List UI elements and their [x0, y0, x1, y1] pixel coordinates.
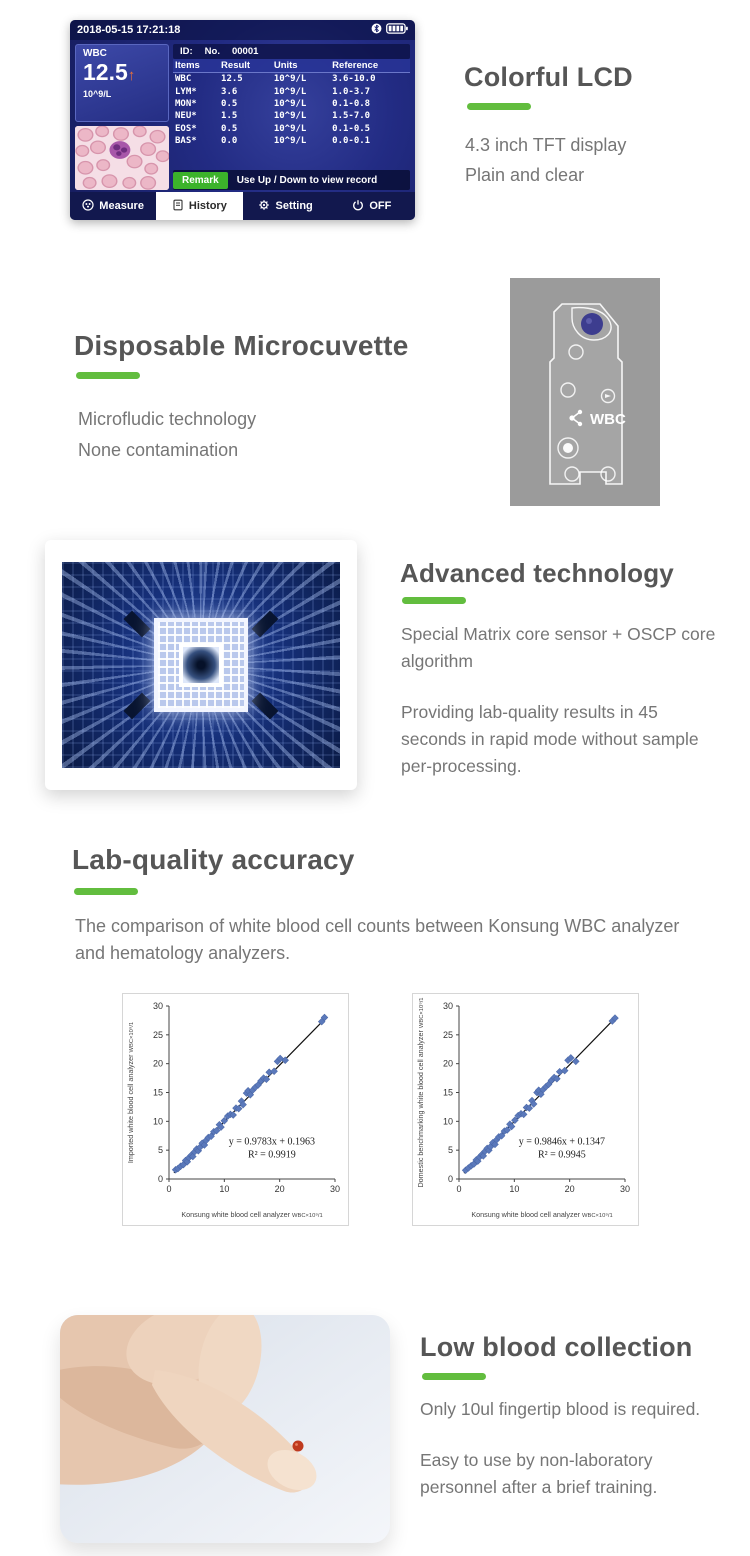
circuit-board-image — [62, 562, 340, 768]
colorful-lcd-line2: Plain and clear — [465, 165, 585, 185]
microcuvette-line2: None contamination — [78, 440, 239, 460]
fit-equation: y = 0.9846x + 0.1347 — [518, 1136, 606, 1148]
accent-bar — [467, 103, 531, 110]
remark-row — [173, 170, 410, 190]
measure-icon — [82, 199, 94, 214]
section-title-microcuvette: Disposable Microcuvette — [74, 330, 409, 361]
blood-sample-dot — [581, 313, 603, 335]
chip-die — [179, 643, 223, 687]
record-id-value: 00001 — [231, 46, 259, 57]
svg-text:10: 10 — [509, 1184, 520, 1194]
microcuvette-line1: Microfludic technology — [78, 409, 257, 429]
lcd-datetime: 2018-05-15 17:21:18 — [77, 24, 181, 36]
blood-drop — [293, 1441, 304, 1452]
cuvette-label: WBC — [590, 411, 626, 428]
r-squared: R² = 0.9945 — [538, 1149, 586, 1161]
table-row: LYM* 3.6 10^9/L 1.0-3.7 — [175, 86, 371, 97]
section-title-advanced: Advanced technology — [400, 558, 674, 588]
nav-item-setting: Setting — [243, 192, 329, 220]
accent-bar — [76, 372, 140, 379]
table-row: MON* 0.5 10^9/L 0.1-0.8 — [175, 98, 371, 109]
scatter-chart-domestic — [412, 993, 639, 1226]
wbc-value: 12.5↑ — [83, 59, 136, 85]
svg-text:30: 30 — [619, 1184, 631, 1194]
scatter-svg — [413, 994, 638, 1225]
wbc-label: WBC — [83, 48, 107, 59]
results-table — [173, 59, 410, 147]
svg-text:20: 20 — [274, 1184, 285, 1194]
accuracy-para: The comparison of white blood cell counts between Konsung WBC analyzer and hematology analyzers. — [75, 916, 680, 963]
low-blood-para1: Only 10ul fingertip blood is required. — [420, 1399, 701, 1419]
white-blood-cell — [109, 141, 130, 159]
svg-text:5: 5 — [447, 1145, 453, 1156]
table-row: WBC 12.5 10^9/L 3.6-10.0 — [175, 74, 376, 85]
x-axis-label: Konsung white blood cell analyzer WBC×10⁹/1 — [181, 1210, 323, 1219]
advanced-para1: Special Matrix core sensor + OSCP core algorithm — [401, 624, 716, 671]
svg-text:15: 15 — [442, 1087, 453, 1098]
svg-text:0: 0 — [157, 1174, 163, 1184]
y-axis-label: Imported white blood cell analyzer WBC×10⁹/1 — [126, 1021, 135, 1164]
svg-text:0: 0 — [456, 1184, 462, 1194]
svg-text:25: 25 — [152, 1029, 163, 1040]
svg-text:30: 30 — [329, 1184, 341, 1194]
accent-bar — [422, 1373, 486, 1380]
fit-equation: y = 0.9783x + 0.1963 — [228, 1136, 316, 1148]
high-arrow-icon: ↑ — [127, 67, 136, 84]
svg-text:30: 30 — [442, 1001, 453, 1011]
svg-text:10: 10 — [219, 1184, 230, 1194]
svg-text:25: 25 — [442, 1029, 453, 1040]
section-title-colorful-lcd: Colorful LCD — [464, 62, 633, 92]
bluetooth-icon — [371, 23, 382, 37]
accent-bar — [74, 888, 138, 895]
svg-text:20: 20 — [152, 1058, 163, 1069]
nav-item-measure: Measure — [70, 192, 156, 220]
battery-icon — [386, 23, 408, 37]
svg-text:10: 10 — [442, 1116, 453, 1127]
scatter-chart-imported — [122, 993, 349, 1226]
r-squared: R² = 0.9919 — [248, 1149, 296, 1161]
lcd-status-bar — [70, 20, 415, 40]
advanced-para2: Providing lab-quality results in 45 seconds in rapid mode without sample per-processing. — [401, 702, 699, 776]
x-axis-label: Konsung white blood cell analyzer WBC×10⁹/1 — [471, 1210, 613, 1219]
wbc-summary-panel — [75, 44, 169, 122]
history-icon — [172, 199, 184, 214]
table-row: NEU* 1.5 10^9/L 1.5-7.0 — [175, 111, 371, 122]
svg-text:10: 10 — [152, 1116, 163, 1127]
svg-text:30: 30 — [152, 1001, 163, 1011]
svg-text:20: 20 — [442, 1058, 453, 1069]
nav-item-history: History — [156, 192, 242, 220]
svg-text:20: 20 — [564, 1184, 575, 1194]
accent-bar — [402, 597, 466, 604]
device-lcd-screenshot — [70, 20, 415, 220]
table-row: BAS* 0.0 10^9/L 0.0-0.1 — [175, 136, 371, 147]
blood-smear-image — [75, 126, 169, 190]
power-icon — [352, 199, 364, 214]
y-axis-label: Domestic benchmarking white blood cell analyzer WBC×10⁹/1 — [416, 997, 425, 1188]
colorful-lcd-line1: 4.3 inch TFT display — [465, 135, 627, 155]
svg-text:0: 0 — [447, 1174, 453, 1184]
setting-icon — [258, 199, 270, 214]
svg-text:0: 0 — [166, 1184, 172, 1194]
record-id-row: ID: No. 00001 — [173, 44, 410, 59]
svg-text:5: 5 — [157, 1145, 163, 1156]
table-header-row: Items Result Units Reference — [173, 59, 410, 73]
table-row: EOS* 0.5 10^9/L 0.1-0.5 — [175, 123, 371, 134]
section-title-accuracy: Lab-quality accuracy — [72, 844, 355, 875]
nav-item-off: OFF — [329, 192, 415, 220]
remark-button: Remark — [173, 172, 228, 189]
low-blood-para2: Easy to use by non-laboratory personnel after a brief training. — [420, 1450, 658, 1497]
chip-image-card — [45, 540, 357, 790]
fingertip-blood-image — [60, 1315, 390, 1543]
lcd-nav-bar — [70, 192, 415, 220]
microcuvette-image — [510, 278, 660, 506]
remark-hint: Use Up / Down to view record — [236, 174, 378, 186]
svg-text:15: 15 — [152, 1087, 163, 1098]
scatter-svg — [123, 994, 348, 1225]
section-title-low-blood: Low blood collection — [420, 1332, 693, 1362]
wbc-unit: 10^9/L — [83, 89, 112, 99]
